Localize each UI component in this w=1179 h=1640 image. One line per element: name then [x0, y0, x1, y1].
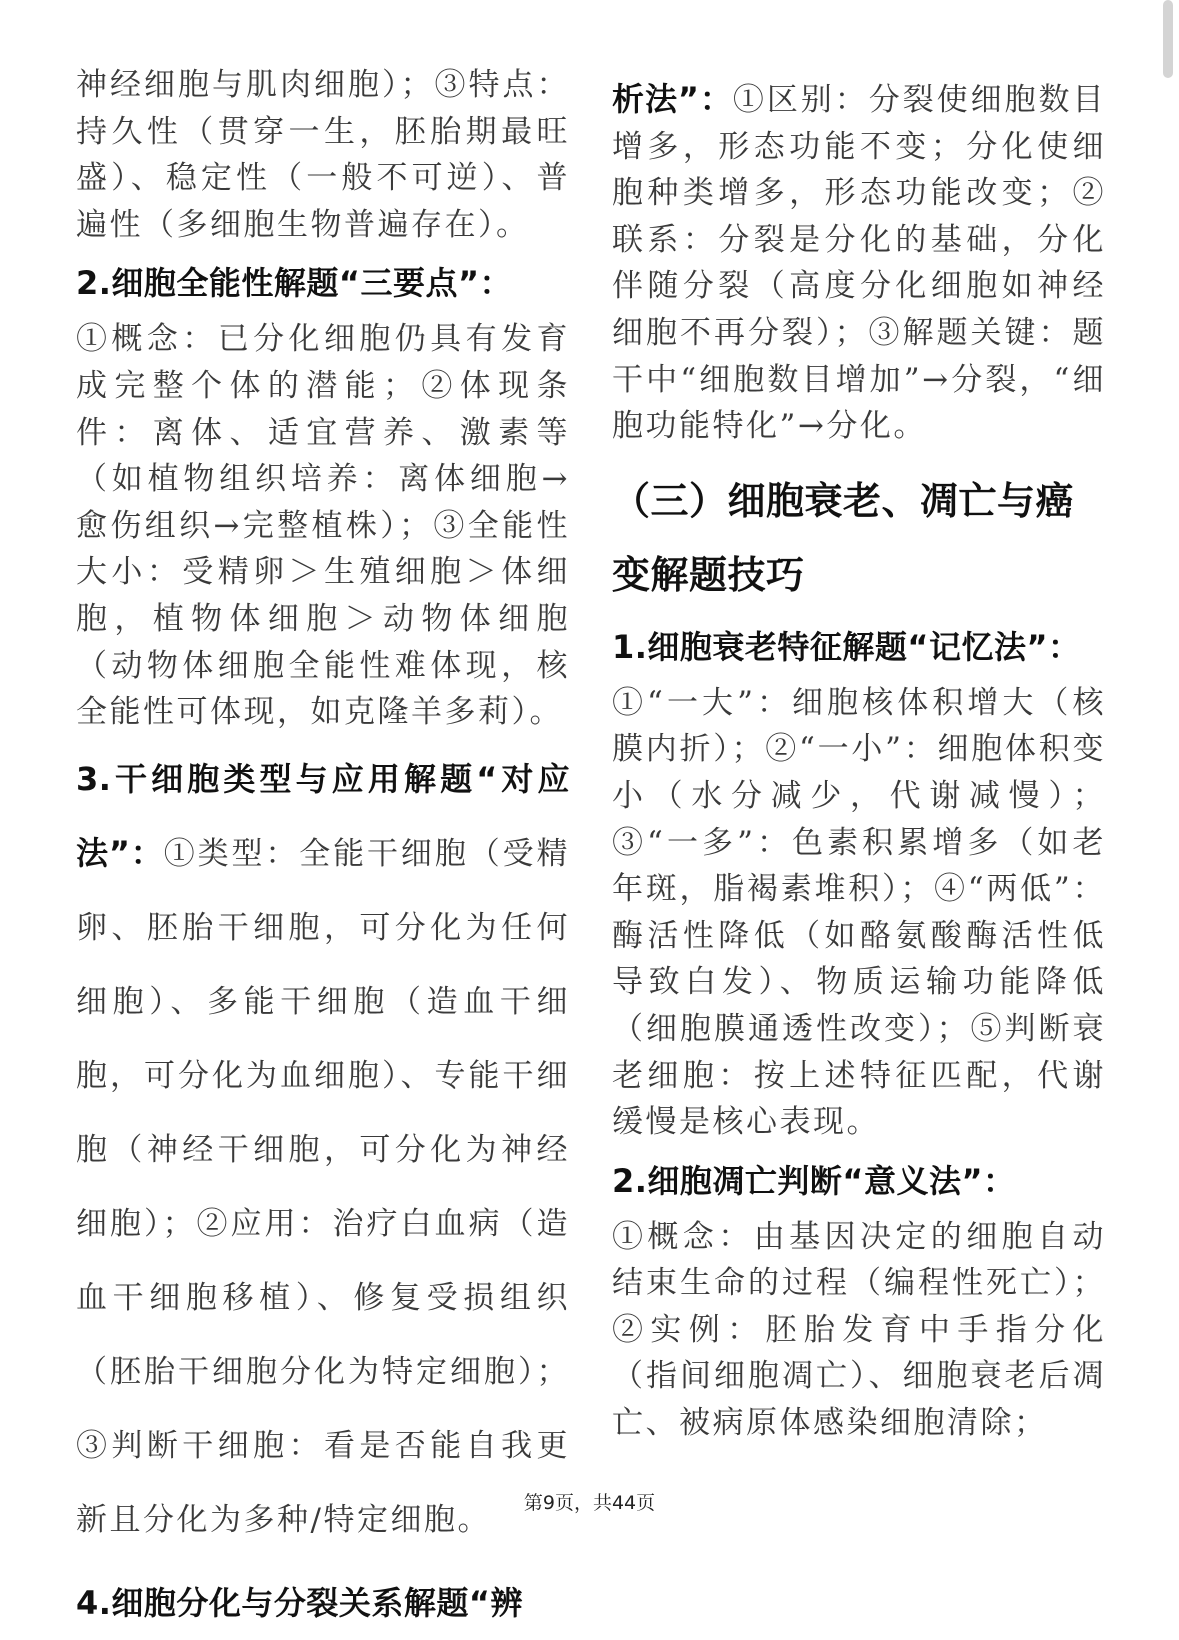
- heading-apoptosis: 2.细胞凋亡判断“意义法”：: [612, 1161, 1016, 1200]
- paragraph-aging-features: ①“一大”：细胞核体积增大（核膜内折）；②“一小”：细胞体积变小（水分减少，代谢减慢）；③“一多”：色素积累增多（如老年斑，脂褐素堆积）；④“两低”：酶活性降低（如酪氨酸酶活性低导致白发）、物质运输功能降低（细胞膜通透性改变）；⑤判断衰老细胞：按上述特征匹配，代谢缓慢是核心表现。: [612, 684, 1106, 1141]
- paragraph-differentiation-division-block: [612, 76, 1106, 450]
- paragraph-totipotency: ①概念：已分化细胞仍具有发育成完整个体的潜能；②体现条件：离体、适宜营养、激素等（如植物组织培养：离体细胞→愈伤组织→完整植株）；③全能性大小：受精卵＞生殖细胞＞体细胞，植物体细胞＞动物体细胞（动物体细胞全能性难体现，核全能性可体现，如克隆羊多莉）。: [76, 321, 570, 731]
- page-number: 第9页，共44页: [523, 1492, 656, 1514]
- heading-differentiation-division-cont: 析法”：: [612, 80, 733, 118]
- paragraph-differentiation-division: ①区别：分裂使细胞数目增多，形态功能不变；分化使细胞种类增多，形态功能改变；②联系：分裂是分化的基础，分化伴随分裂（高度分化细胞如神经细胞不再分裂）；③解题关键：题干中“细胞数目增加”→分裂，“细胞功能特化”→分化。: [612, 82, 1106, 445]
- heading-stem-cells-block: [76, 742, 570, 1556]
- heading-stem-cells: 3.干细胞类型与应用解题“对应法”：: [76, 759, 570, 872]
- heading-differentiation-division: 4.细胞分化与分裂关系解题“辨: [76, 1583, 523, 1622]
- right-column: [612, 76, 1106, 1453]
- scrollbar[interactable]: [1163, 0, 1173, 78]
- section-title-aging-apoptosis-cancer: （三）细胞衰老、凋亡与癌变解题技巧: [612, 478, 1075, 597]
- paragraph-cell-differentiation-features: 神经细胞与肌肉细胞）；③特点：持久性（贯穿一生，胚胎期最旺盛）、稳定性（一般不可逆）、普遍性（多细胞生物普遍存在）。: [76, 67, 570, 243]
- heading-aging-features: 1.细胞衰老特征解题“记忆法”：: [612, 627, 1081, 666]
- left-column: [76, 62, 570, 1640]
- heading-totipotency: 2.细胞全能性解题“三要点”：: [76, 264, 512, 303]
- paragraph-stem-cells: ①类型：全能干细胞（受精卵、胚胎干细胞，可分化为任何细胞）、多能干细胞（造血干细胞，可分化为血细胞）、专能干细胞（神经干细胞，可分化为神经细胞）；②应用：治疗白血病（造血干细胞移植）、修复受损组织（胚胎干细胞分化为特定细胞）；③判断干细胞：看是否能自我更新且分化为多种/特定细胞。: [76, 835, 570, 1538]
- paragraph-apoptosis: ①概念：由基因决定的细胞自动结束生命的过程（编程性死亡）；②实例：胚胎发育中手指分化（指间细胞凋亡）、细胞衰老后凋亡、被病原体感染细胞清除；: [612, 1218, 1106, 1442]
